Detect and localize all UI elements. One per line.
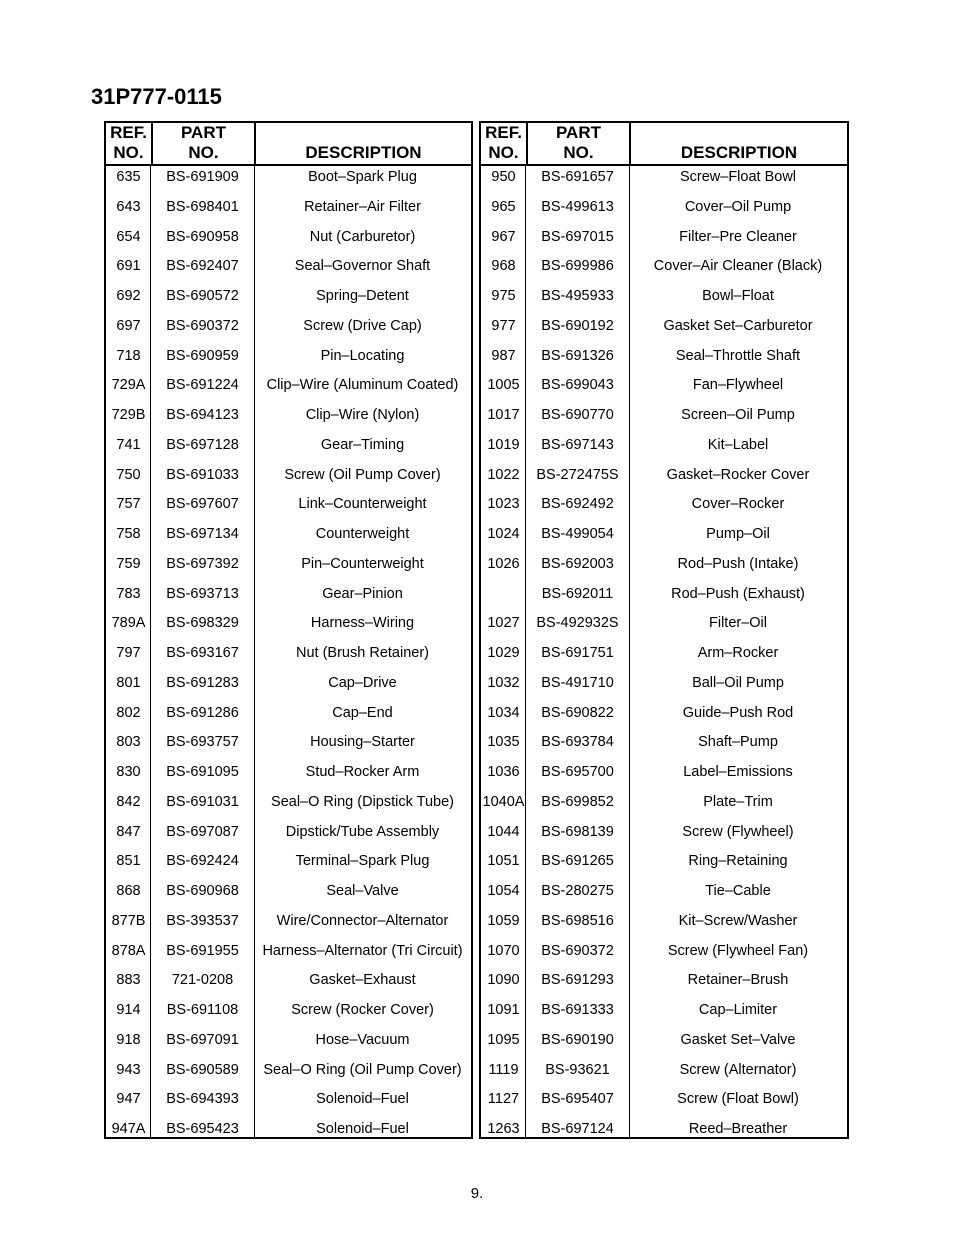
ref-no-cell: 1036 bbox=[487, 764, 520, 780]
part-no-cell: BS-690372 bbox=[541, 942, 614, 959]
table-row bbox=[481, 1061, 847, 1091]
table-row bbox=[481, 287, 847, 317]
table-row bbox=[481, 585, 847, 615]
ref-no-cell: 1017 bbox=[487, 407, 520, 423]
ref-no-cell: 691 bbox=[116, 258, 141, 275]
ref-no-cell: 965 bbox=[491, 198, 516, 215]
table-row bbox=[106, 555, 471, 585]
part-no-cell: BS-690192 bbox=[541, 317, 614, 334]
description-header bbox=[254, 123, 471, 164]
ref-no-cell: 729B bbox=[111, 407, 146, 423]
ref-no-cell: 654 bbox=[116, 228, 141, 245]
ref-no-cell: 977 bbox=[491, 317, 516, 334]
description-cell: Screw (Float Bowl) bbox=[677, 1091, 799, 1108]
part-no-cell: BS-693784 bbox=[541, 734, 614, 751]
ref-no-cell: 851 bbox=[116, 853, 141, 870]
table-row bbox=[481, 882, 847, 912]
description-cell: Retainer–Brush bbox=[687, 972, 789, 989]
part-header-line1: PART bbox=[555, 123, 601, 142]
part-no-cell: BS-698329 bbox=[166, 615, 239, 632]
ref-no-cell: 883 bbox=[116, 972, 141, 989]
table-row bbox=[106, 466, 471, 496]
table-row bbox=[481, 525, 847, 555]
table-row bbox=[106, 733, 471, 763]
ref-no-cell: 842 bbox=[116, 793, 141, 810]
table-row bbox=[481, 1031, 847, 1061]
part-no-cell: 721-0208 bbox=[171, 972, 234, 989]
ref-no-cell: 783 bbox=[116, 585, 141, 602]
ref-no-cell bbox=[481, 585, 526, 615]
description-cell: Gear–Timing bbox=[320, 436, 405, 453]
description-cell: Pin–Counterweight bbox=[301, 555, 424, 572]
ref-no-cell: 1022 bbox=[487, 466, 520, 483]
part-no-cell: BS-691333 bbox=[541, 1002, 614, 1018]
description-cell: Clip–Wire (Aluminum Coated) bbox=[266, 377, 459, 394]
description-cell: Solenoid–Fuel bbox=[316, 1091, 409, 1108]
part-no-cell: BS-690958 bbox=[166, 228, 239, 245]
ref-no-cell: 1024 bbox=[487, 526, 520, 542]
table-row bbox=[106, 495, 471, 525]
part-no-cell: BS-492932S bbox=[536, 615, 619, 632]
description-cell: Nut (Carburetor) bbox=[309, 228, 416, 245]
description-cell: Kit–Screw/Washer bbox=[678, 912, 798, 929]
ref-no-cell: 1032 bbox=[487, 674, 520, 691]
page-number: 9. bbox=[470, 1185, 484, 1202]
ref-no-cell: 967 bbox=[491, 228, 516, 245]
description-cell: Boot–Spark Plug bbox=[308, 169, 417, 185]
table-row bbox=[106, 763, 471, 793]
part-no-cell: BS-697128 bbox=[166, 436, 239, 453]
table-row bbox=[106, 1061, 471, 1091]
part-no-cell: BS-697392 bbox=[166, 555, 239, 572]
table-row bbox=[481, 793, 847, 823]
table-row bbox=[106, 1001, 471, 1031]
ref-no-cell: 803 bbox=[116, 734, 141, 751]
table-row bbox=[481, 704, 847, 734]
table-row bbox=[481, 912, 847, 942]
table-header bbox=[106, 123, 471, 166]
table-row bbox=[106, 912, 471, 942]
part-no-cell: BS-690190 bbox=[541, 1031, 614, 1048]
description-cell: Screw–Float Bowl bbox=[679, 169, 797, 185]
part-no-cell: BS-694123 bbox=[166, 407, 239, 423]
part-no-cell: BS-697143 bbox=[541, 436, 614, 453]
table-row bbox=[481, 1090, 847, 1120]
description-cell: Screen–Oil Pump bbox=[681, 407, 795, 423]
part-no-cell: BS-691286 bbox=[166, 704, 239, 721]
ref-no-cell: 718 bbox=[116, 347, 141, 364]
part-no-cell: BS-697091 bbox=[166, 1031, 239, 1048]
ref-no-cell: 1054 bbox=[487, 883, 520, 899]
part-no-cell: BS-690968 bbox=[166, 883, 239, 899]
ref-no-header bbox=[106, 123, 151, 164]
ref-no-cell: 643 bbox=[116, 198, 141, 215]
table-body bbox=[481, 166, 847, 1137]
table-row bbox=[106, 585, 471, 615]
table-row bbox=[481, 347, 847, 377]
part-no-cell: BS-698516 bbox=[541, 912, 614, 929]
table-row bbox=[106, 644, 471, 674]
part-no-cell: BS-693167 bbox=[166, 645, 239, 661]
table-row bbox=[106, 168, 471, 198]
parts-table-left bbox=[104, 121, 473, 1139]
description-cell: Clip–Wire (Nylon) bbox=[305, 407, 420, 423]
part-no-header bbox=[151, 123, 254, 164]
ref-no-cell: 1029 bbox=[487, 645, 520, 661]
ref-header-line1: REF. bbox=[485, 123, 522, 142]
ref-no-cell: 943 bbox=[116, 1061, 141, 1078]
part-no-cell: BS-691265 bbox=[541, 853, 614, 870]
table-body bbox=[106, 166, 471, 1137]
table-row bbox=[481, 406, 847, 436]
table-row bbox=[481, 466, 847, 496]
part-no-cell: BS-690822 bbox=[541, 704, 614, 721]
table-row bbox=[106, 406, 471, 436]
description-cell: Cover–Air Cleaner (Black) bbox=[653, 258, 823, 275]
part-no-cell: BS-695423 bbox=[166, 1121, 239, 1137]
part-no-cell: BS-93621 bbox=[545, 1061, 610, 1078]
description-cell: Ball–Oil Pump bbox=[692, 674, 784, 691]
table-row bbox=[106, 942, 471, 972]
ref-no-cell: 878A bbox=[111, 942, 146, 959]
ref-no-cell: 947 bbox=[116, 1091, 141, 1108]
description-cell: Cover–Oil Pump bbox=[684, 198, 792, 215]
ref-no-cell: 830 bbox=[116, 764, 141, 780]
description-cell: Screw (Rocker Cover) bbox=[291, 1002, 434, 1018]
part-no-cell: BS-690589 bbox=[166, 1061, 239, 1078]
description-cell: Link–Counterweight bbox=[298, 496, 427, 513]
description-cell: Wire/Connector–Alternator bbox=[276, 912, 449, 929]
table-row bbox=[106, 1090, 471, 1120]
description-cell: Housing–Starter bbox=[310, 734, 415, 751]
part-header-line1: PART bbox=[180, 123, 226, 142]
part-no-cell: BS-691095 bbox=[166, 764, 239, 780]
description-cell: Gear–Pinion bbox=[322, 585, 403, 602]
ref-no-cell: 1051 bbox=[487, 853, 520, 870]
part-no-cell: BS-697607 bbox=[166, 496, 239, 513]
table-row bbox=[481, 168, 847, 198]
part-no-cell: BS-691326 bbox=[541, 347, 614, 364]
ref-no-cell: 877B bbox=[111, 912, 146, 929]
part-no-cell: BS-393537 bbox=[166, 912, 239, 929]
ref-no-cell: 1127 bbox=[487, 1091, 520, 1108]
description-cell: Reed–Breather bbox=[688, 1121, 788, 1137]
part-no-cell: BS-272475S bbox=[536, 466, 619, 483]
ref-no-cell: 1035 bbox=[487, 734, 520, 751]
description-cell: Gasket–Exhaust bbox=[309, 972, 416, 989]
ref-no-cell: 1263 bbox=[487, 1121, 520, 1137]
table-row bbox=[106, 376, 471, 406]
part-no-cell: BS-495933 bbox=[541, 288, 614, 304]
table-row bbox=[481, 733, 847, 763]
table-row bbox=[106, 436, 471, 466]
table-row bbox=[481, 823, 847, 853]
description-cell: Gasket Set–Carburetor bbox=[663, 317, 813, 334]
description-cell: Fan–Flywheel bbox=[692, 377, 784, 394]
ref-no-cell: 1023 bbox=[487, 496, 520, 513]
ref-no-cell: 1005 bbox=[487, 377, 520, 394]
ref-no-cell: 729A bbox=[111, 377, 146, 394]
part-no-cell: BS-691293 bbox=[541, 972, 614, 989]
table-row bbox=[481, 495, 847, 525]
ref-no-cell: 1095 bbox=[487, 1031, 520, 1048]
description-cell: Plate–Trim bbox=[703, 793, 773, 810]
description-cell: Harness–Alternator (Tri Circuit) bbox=[262, 942, 463, 959]
part-no-cell: BS-692492 bbox=[541, 496, 614, 513]
ref-no-cell: 1119 bbox=[488, 1061, 519, 1078]
description-header bbox=[629, 123, 847, 164]
part-no-cell: BS-697124 bbox=[541, 1121, 614, 1137]
ref-no-cell: 1059 bbox=[487, 912, 520, 929]
table-row bbox=[106, 525, 471, 555]
description-cell: Retainer–Air Filter bbox=[304, 198, 421, 215]
ref-no-cell: 789A bbox=[111, 615, 146, 632]
description-cell: Cap–Drive bbox=[328, 674, 397, 691]
part-no-cell: BS-499613 bbox=[541, 198, 614, 215]
part-no-cell: BS-693713 bbox=[166, 585, 239, 602]
description-header-label: DESCRIPTION bbox=[305, 143, 422, 162]
ref-no-cell: 757 bbox=[116, 496, 141, 513]
left-rows bbox=[106, 168, 471, 1150]
description-cell: Kit–Label bbox=[707, 436, 769, 453]
part-no-header bbox=[526, 123, 629, 164]
ref-no-cell: 914 bbox=[116, 1002, 141, 1018]
description-cell: Guide–Push Rod bbox=[682, 704, 794, 721]
part-no-cell: BS-691224 bbox=[166, 377, 239, 394]
table-row bbox=[106, 793, 471, 823]
ref-no-cell: 759 bbox=[116, 555, 141, 572]
description-cell: Tie–Cable bbox=[705, 883, 771, 899]
ref-no-header bbox=[481, 123, 526, 164]
description-cell: Screw (Oil Pump Cover) bbox=[284, 466, 441, 483]
description-cell: Stud–Rocker Arm bbox=[305, 764, 420, 780]
description-cell: Harness–Wiring bbox=[310, 615, 415, 632]
table-row bbox=[481, 644, 847, 674]
part-no-cell: BS-698401 bbox=[166, 198, 239, 215]
description-cell: Seal–O Ring (Dipstick Tube) bbox=[271, 793, 454, 810]
ref-no-cell: 847 bbox=[116, 823, 141, 840]
description-cell: Seal–Valve bbox=[326, 883, 399, 899]
table-row bbox=[106, 704, 471, 734]
part-no-cell: BS-691283 bbox=[166, 674, 239, 691]
part-no-cell: BS-690372 bbox=[166, 317, 239, 334]
description-cell: Rod–Push (Exhaust) bbox=[671, 585, 805, 602]
description-header-label: DESCRIPTION bbox=[680, 143, 798, 162]
description-cell: Shaft–Pump bbox=[698, 734, 778, 751]
ref-no-cell: 1090 bbox=[487, 972, 520, 989]
description-cell: Cap–End bbox=[332, 704, 393, 721]
description-cell: Pin–Locating bbox=[320, 347, 405, 364]
right-rows bbox=[481, 168, 847, 1150]
description-cell: Arm–Rocker bbox=[697, 645, 779, 661]
description-cell: Solenoid–Fuel bbox=[316, 1121, 409, 1137]
table-row bbox=[106, 198, 471, 228]
part-no-cell: BS-690959 bbox=[166, 347, 239, 364]
ref-no-cell: 635 bbox=[116, 169, 141, 185]
table-row bbox=[481, 555, 847, 585]
part-no-cell: BS-692407 bbox=[166, 258, 239, 275]
part-no-cell: BS-699986 bbox=[541, 258, 614, 275]
description-cell: Screw (Flywheel) bbox=[682, 823, 794, 840]
part-no-cell: BS-691033 bbox=[166, 466, 239, 483]
description-cell: Filter–Oil bbox=[708, 615, 767, 632]
description-cell: Rod–Push (Intake) bbox=[677, 555, 799, 572]
table-row bbox=[481, 257, 847, 287]
description-cell: Nut (Brush Retainer) bbox=[296, 645, 429, 661]
table-row bbox=[106, 882, 471, 912]
table-row bbox=[106, 971, 471, 1001]
table-row bbox=[481, 674, 847, 704]
part-no-cell: BS-692003 bbox=[541, 555, 614, 572]
table-header bbox=[481, 123, 847, 166]
table-row bbox=[481, 614, 847, 644]
ref-no-cell: 975 bbox=[491, 288, 516, 304]
table-row bbox=[106, 1031, 471, 1061]
description-cell: Gasket–Rocker Cover bbox=[666, 466, 810, 483]
description-cell: Screw (Alternator) bbox=[679, 1061, 797, 1078]
part-no-cell: BS-694393 bbox=[166, 1091, 239, 1108]
part-no-cell: BS-691031 bbox=[166, 793, 239, 810]
part-no-cell: BS-697015 bbox=[541, 228, 614, 245]
description-cell: Screw (Flywheel Fan) bbox=[667, 942, 809, 959]
description-cell: Terminal–Spark Plug bbox=[295, 853, 430, 870]
part-no-cell: BS-690572 bbox=[166, 288, 239, 304]
description-cell: Cap–Limiter bbox=[698, 1002, 778, 1018]
ref-header-line1: REF. bbox=[110, 123, 147, 142]
description-cell: Ring–Retaining bbox=[688, 853, 788, 870]
part-no-cell: BS-280275 bbox=[541, 883, 614, 899]
part-no-cell: BS-690770 bbox=[541, 407, 614, 423]
ref-no-cell: 802 bbox=[116, 704, 141, 721]
ref-no-cell: 1034 bbox=[487, 704, 520, 721]
description-cell: Screw (Drive Cap) bbox=[303, 317, 422, 334]
table-row bbox=[481, 228, 847, 258]
ref-no-cell: 1019 bbox=[487, 436, 520, 453]
part-header-line2: NO. bbox=[563, 143, 594, 162]
ref-no-cell: 1044 bbox=[487, 823, 520, 840]
ref-no-cell: 950 bbox=[491, 169, 516, 185]
description-cell: Seal–O Ring (Oil Pump Cover) bbox=[263, 1061, 462, 1078]
ref-no-cell: 750 bbox=[116, 466, 141, 483]
table-row bbox=[481, 971, 847, 1001]
part-header-line2: NO. bbox=[188, 143, 219, 162]
table-row bbox=[481, 1001, 847, 1031]
ref-no-cell: 918 bbox=[116, 1031, 141, 1048]
part-no-cell: BS-698139 bbox=[541, 823, 614, 840]
part-no-cell: BS-499054 bbox=[541, 526, 614, 542]
table-row bbox=[106, 257, 471, 287]
part-no-cell: BS-691657 bbox=[541, 169, 614, 185]
table-row bbox=[481, 1120, 847, 1150]
part-no-cell: BS-695407 bbox=[541, 1091, 614, 1108]
ref-no-cell: 1040A bbox=[482, 793, 525, 810]
ref-no-cell: 868 bbox=[116, 883, 141, 899]
parts-table-right bbox=[479, 121, 849, 1139]
part-no-cell: BS-697087 bbox=[166, 823, 239, 840]
part-no-cell: BS-691108 bbox=[166, 1002, 239, 1018]
page-title: 31P777-0115 bbox=[91, 84, 222, 109]
table-row bbox=[481, 763, 847, 793]
description-cell: Dipstick/Tube Assembly bbox=[285, 823, 440, 840]
ref-header-line2: NO. bbox=[113, 143, 144, 162]
table-row bbox=[481, 436, 847, 466]
part-no-cell: BS-491710 bbox=[541, 674, 614, 691]
description-cell: Hose–Vacuum bbox=[315, 1031, 410, 1048]
ref-no-cell: 741 bbox=[116, 436, 141, 453]
description-cell: Pump–Oil bbox=[706, 526, 770, 542]
part-no-cell: BS-692424 bbox=[166, 853, 239, 870]
ref-no-cell: 801 bbox=[116, 674, 141, 691]
part-no-cell: BS-699043 bbox=[541, 377, 614, 394]
part-no-cell: BS-691955 bbox=[166, 942, 239, 959]
ref-no-cell: 987 bbox=[491, 347, 516, 364]
ref-no-cell: 697 bbox=[116, 317, 141, 334]
description-cell: Counterweight bbox=[315, 526, 410, 542]
table-row bbox=[106, 614, 471, 644]
ref-no-cell: 797 bbox=[116, 645, 141, 661]
description-cell: Seal–Throttle Shaft bbox=[675, 347, 801, 364]
description-cell: Bowl–Float bbox=[702, 288, 774, 304]
description-cell: Cover–Rocker bbox=[691, 496, 785, 513]
ref-no-cell: 947A bbox=[111, 1121, 146, 1137]
table-row bbox=[481, 198, 847, 228]
table-row bbox=[481, 852, 847, 882]
table-row bbox=[106, 823, 471, 853]
table-row bbox=[481, 376, 847, 406]
ref-no-cell: 758 bbox=[116, 526, 141, 542]
part-no-cell: BS-693757 bbox=[166, 734, 239, 751]
ref-no-cell: 968 bbox=[491, 258, 516, 275]
description-cell: Filter–Pre Cleaner bbox=[679, 228, 797, 245]
ref-no-cell: 1027 bbox=[487, 615, 520, 632]
table-row bbox=[106, 228, 471, 258]
table-row bbox=[106, 674, 471, 704]
part-no-cell: BS-699852 bbox=[541, 793, 614, 810]
part-no-cell: BS-691751 bbox=[541, 645, 614, 661]
table-row bbox=[106, 287, 471, 317]
part-no-cell: BS-692011 bbox=[541, 585, 614, 602]
table-row bbox=[106, 317, 471, 347]
ref-no-cell: 1026 bbox=[487, 555, 520, 572]
part-no-cell: BS-695700 bbox=[541, 764, 614, 780]
table-row bbox=[106, 852, 471, 882]
part-no-cell: BS-691909 bbox=[166, 169, 239, 185]
table-row bbox=[106, 1120, 471, 1150]
table-row bbox=[106, 347, 471, 377]
ref-no-cell: 1091 bbox=[487, 1002, 520, 1018]
description-cell: Label–Emissions bbox=[683, 764, 793, 780]
table-row bbox=[481, 942, 847, 972]
description-cell: Gasket Set–Valve bbox=[680, 1031, 796, 1048]
ref-no-cell: 1070 bbox=[487, 942, 520, 959]
description-cell: Seal–Governor Shaft bbox=[294, 258, 431, 275]
description-cell: Spring–Detent bbox=[316, 288, 409, 304]
ref-header-line2: NO. bbox=[488, 143, 519, 162]
table-row bbox=[481, 317, 847, 347]
part-no-cell: BS-697134 bbox=[166, 526, 239, 542]
ref-no-cell: 692 bbox=[116, 288, 141, 304]
